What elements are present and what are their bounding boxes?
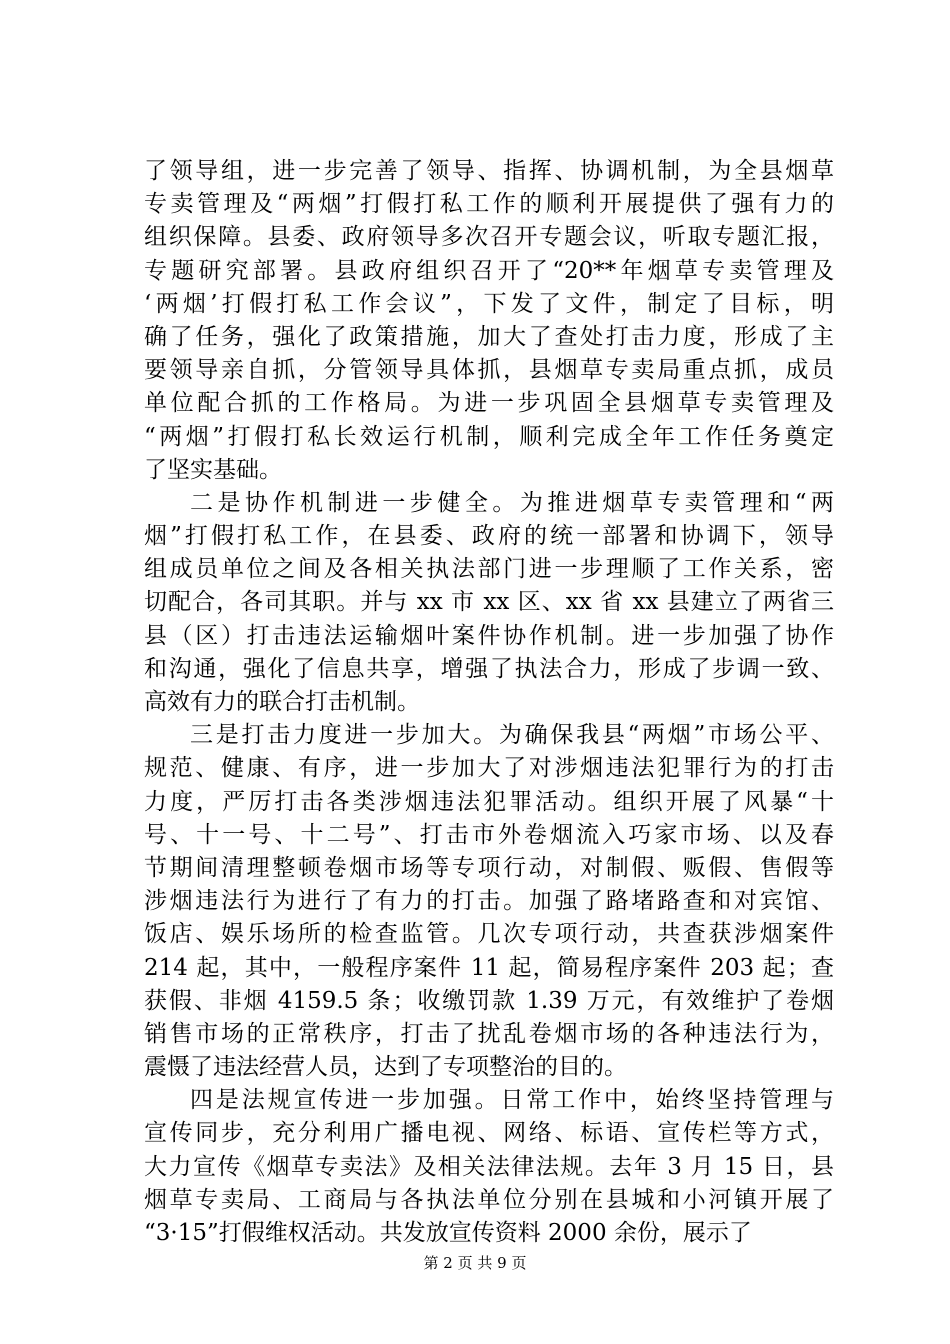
text-line: 号、十一号、十二号”、打击市外卷烟流入巧家市场、以及春: [144, 821, 834, 848]
text-line: 烟”打假打私工作，在县委、政府的统一部署和协调下，领导: [144, 523, 834, 550]
text-line: 了领导组，进一步完善了领导、指挥、协调机制，为全县烟草: [144, 158, 834, 184]
page-footer: 第 2 页 共 9 页: [423, 1254, 527, 1272]
document-body: [144, 155, 834, 1250]
text-line: 要领导亲自抓，分管领导具体抓，县烟草专卖局重点抓，成员: [144, 357, 834, 384]
text-line: 烟草专卖局、工商局与各执法单位分别在县城和小河镇开展了: [144, 1186, 834, 1213]
text-line: “两烟”打假打私长效运行机制，顺利完成全年工作任务奠定: [144, 423, 834, 450]
text-line: 组织保障。县委、政府领导多次召开专题会议，听取专题汇报，: [144, 224, 834, 251]
text-line: 切配合，各司其职。并与 xx 市 xx 区、xx 省 xx 县建立了两省三: [144, 589, 834, 616]
paragraph: [144, 1084, 834, 1250]
paragraph: [144, 487, 834, 719]
text-line: 组成员单位之间及各相关执法部门进一步理顺了工作关系，密: [144, 556, 834, 583]
text-line: 二是协作机制进一步健全。为推进烟草专卖管理和“两: [190, 489, 834, 516]
paragraph: [144, 719, 834, 1084]
text-line: 和沟通，强化了信息共享，增强了执法合力，形成了步调一致、: [144, 655, 834, 682]
text-line: 四是法规宣传进一步加强。日常工作中，始终坚持管理与: [190, 1087, 834, 1114]
text-line: 专卖管理及“两烟”打假打私工作的顺利开展提供了强有力的: [144, 191, 834, 218]
text-line: 确了任务，强化了政策措施，加大了查处打击力度，形成了主: [144, 323, 834, 350]
paragraph: [144, 155, 834, 487]
text-line: 高效有力的联合打击机制。: [144, 689, 420, 715]
text-line: 涉烟违法行为进行了有力的打击。加强了路堵路查和对宾馆、: [144, 888, 834, 915]
text-line: 节期间清理整顿卷烟市场等专项行动，对制假、贩假、售假等: [144, 854, 834, 881]
text-line: 规范、健康、有序，进一步加大了对涉烟违法犯罪行为的打击: [144, 755, 834, 782]
text-line: 专题研究部署。县政府组织召开了“20**年烟草专卖管理及: [144, 257, 834, 284]
text-line: 了坚实基础。: [144, 456, 282, 483]
text-line: 单位配合抓的工作格局。为进一步巩固全县烟草专卖管理及: [144, 390, 834, 417]
text-line: 力度，严厉打击各类涉烟违法犯罪活动。组织开展了风暴“十: [144, 788, 834, 815]
text-line: 震慑了违法经营人员，达到了专项整治的目的。: [144, 1054, 627, 1081]
text-line: 获假、非烟 4159.5 条；收缴罚款 1.39 万元，有效维护了卷烟: [144, 987, 834, 1014]
text-line: 饭店、娱乐场所的检查监管。几次专项行动，共查获涉烟案件: [144, 921, 834, 948]
text-line: ‘两烟’打假打私工作会议”，下发了文件，制定了目标，明: [144, 290, 834, 317]
text-line: 县（区）打击违法运输烟叶案件协作机制。进一步加强了协作: [144, 622, 834, 649]
text-line: 214 起，其中，一般程序案件 11 起，简易程序案件 203 起；查: [144, 954, 834, 981]
text-line: 销售市场的正常秩序，打击了扰乱卷烟市场的各种违法行为，: [144, 1020, 834, 1047]
text-line: 三是打击力度进一步加大。为确保我县“两烟”市场公平、: [190, 722, 834, 749]
text-line: 宣传同步，充分利用广播电视、网络、标语、宣传栏等方式，: [144, 1120, 834, 1147]
text-line: 大力宣传《烟草专卖法》及相关法律法规。去年 3 月 15 日，县: [144, 1153, 834, 1180]
text-line: “3·15”打假维权活动。共发放宣传资料 2000 余份，展示了: [144, 1220, 752, 1246]
